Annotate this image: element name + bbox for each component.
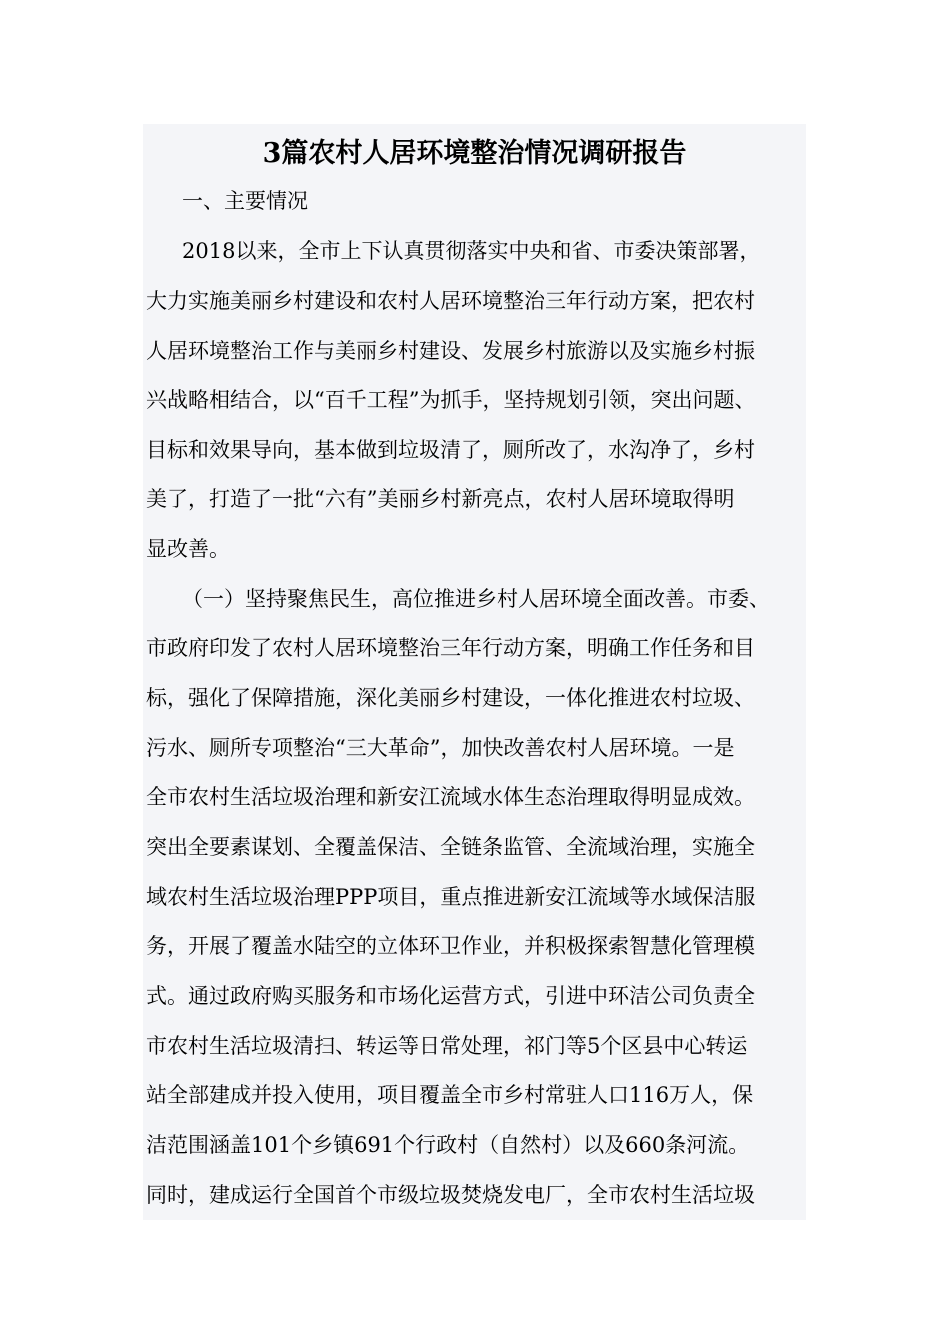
paragraph-line: 目标和效果导向，基本做到垃圾清了，厕所改了，水沟净了，乡村 <box>146 438 755 462</box>
paragraph-line: 洁范围涵盖101个乡镇691个行政村（自然村）以及660条河流。 <box>146 1133 750 1157</box>
paragraph-line: 显改善。 <box>146 537 230 561</box>
paragraph-line: 兴战略相结合，以“百千工程”为抓手，坚持规划引领，突出问题、 <box>146 388 756 412</box>
paragraph-line: 2018以来，全市上下认真贯彻落实中央和省、市委决策部署， <box>182 239 761 263</box>
paragraph-line: 站全部建成并投入使用，项目覆盖全市乡村常驻人口116万人，保 <box>146 1083 754 1107</box>
paragraph-line: 市政府印发了农村人居环境整治三年行动方案，明确工作任务和目 <box>146 636 755 660</box>
document-title: 3篇农村人居环境整治情况调研报告 <box>262 138 687 169</box>
paragraph-line: 美了，打造了一批“六有”美丽乡村新亮点，农村人居环境取得明 <box>146 487 735 511</box>
paragraph-line: 污水、厕所专项整治“三大革命”，加快改善农村人居环境。一是 <box>146 736 735 760</box>
paragraph-line: 突出全要素谋划、全覆盖保洁、全链条监管、全流域治理，实施全 <box>146 835 755 859</box>
paragraph-line: 市农村生活垃圾清扫、转运等日常处理，祁门等5个区县中心转运 <box>146 1034 748 1058</box>
section-heading: 一、主要情况 <box>182 189 308 213</box>
paragraph-line: 大力实施美丽乡村建设和农村人居环境整治三年行动方案，把农村 <box>146 289 755 313</box>
paragraph-line: 标，强化了保障措施，深化美丽乡村建设，一体化推进农村垃圾、 <box>146 686 755 710</box>
paragraph-line: （一）坚持聚焦民生，高位推进乡村人居环境全面改善。市委、 <box>182 587 770 611</box>
paragraph-line: 全市农村生活垃圾治理和新安江流域水体生态治理取得明显成效。 <box>146 785 755 809</box>
paragraph-line: 务，开展了覆盖水陆空的立体环卫作业，并积极探索智慧化管理模 <box>146 934 755 958</box>
paragraph-line: 人居环境整治工作与美丽乡村建设、发展乡村旅游以及实施乡村振 <box>146 339 755 363</box>
paragraph-line: 同时，建成运行全国首个市级垃圾焚烧发电厂，全市农村生活垃圾 <box>146 1183 755 1207</box>
paragraph-line: 域农村生活垃圾治理PPP项目，重点推进新安江流域等水域保洁服 <box>146 885 756 909</box>
paragraph-line: 式。通过政府购买服务和市场化运营方式，引进中环洁公司负责全 <box>146 984 755 1008</box>
